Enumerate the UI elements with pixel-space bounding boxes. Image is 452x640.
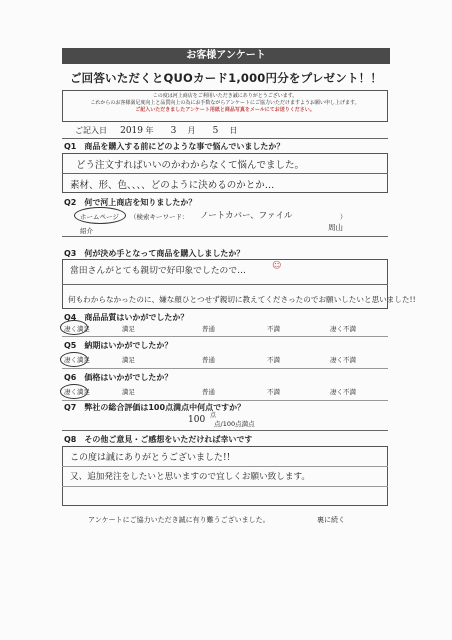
q7-suffix: 点/100点満点 — [214, 420, 255, 428]
q2-search-label: （検索キーワード： — [130, 213, 189, 221]
survey-title: お客様アンケート — [62, 48, 390, 64]
date-year: 2019 — [120, 126, 143, 136]
rating-option: 凄く満足 — [64, 356, 90, 364]
rating-option: 凄く満足 — [64, 325, 90, 333]
date-month: 3 — [170, 126, 177, 136]
q6-label: Q6 価格はいかがでしたか？ — [64, 373, 173, 382]
q8-label: Q8 その他ご意見・ご感想をいただければ幸いです — [64, 435, 253, 444]
divider — [62, 368, 388, 369]
q8-answer-line-1: この度は誠にありがとうございました!! — [70, 453, 231, 463]
q2-option-homepage: ホームページ — [80, 213, 119, 221]
q4-selection-circle — [60, 320, 88, 335]
footer-continue: 裏に続く — [317, 516, 345, 524]
rating-option: 不満 — [267, 325, 280, 333]
rating-option: 普通 — [202, 388, 215, 396]
date-day: 5 — [212, 126, 219, 136]
q5-selection-circle — [60, 352, 88, 367]
q1-label: Q1 商品を購入する前にどのような事で悩んでいましたか？ — [64, 142, 285, 151]
rating-option: 凄く不満 — [330, 388, 356, 396]
q2-search-close: ） — [340, 213, 347, 221]
q2-option-referral: 紹介 — [80, 227, 93, 235]
divider — [62, 236, 388, 237]
notice-box — [62, 90, 388, 122]
rating-option: 普通 — [202, 325, 215, 333]
date-year-unit: 年 — [145, 126, 154, 135]
promo-headline: ご回答いただくとQUOカード1,000円分をプレゼント！！ — [69, 71, 383, 85]
notice-line-1: この度は河上商店をご利用いただき誠にありがとうございます。 — [152, 93, 298, 99]
q8-answer-line-2: 又、追加発注をしたいと思いますので宜しくお願い致します。 — [70, 472, 310, 482]
divider — [62, 400, 388, 401]
q3-rule — [62, 284, 388, 285]
q8-rule — [62, 466, 388, 467]
date-month-unit: 月 — [187, 126, 196, 135]
date-label: ご記入日 — [75, 126, 107, 135]
q1-answer-line-1: どう注文すればいいのかわからなくて悩んでました。 — [76, 160, 305, 171]
q1-rule — [62, 173, 388, 174]
q1-answer-line-2: 素材、形、色、、、、どのように決めるのかとか… — [70, 180, 275, 191]
q4-label: Q4 商品品質はいかがでしたか？ — [64, 313, 189, 322]
rating-option: 不満 — [267, 388, 280, 396]
rating-option: 凄く不満 — [330, 325, 356, 333]
rating-option: 満足 — [122, 356, 135, 364]
date-day-unit: 日 — [229, 126, 238, 135]
q6-selection-circle — [60, 384, 88, 399]
q7-handwritten-note: 点 — [210, 412, 217, 419]
divider — [62, 138, 388, 139]
q2-label: Q2 何で河上商店を知りましたか？ — [64, 198, 197, 207]
q2-keyword: ノートカバー、ファイル — [200, 211, 293, 221]
q5-rating-row — [62, 354, 388, 366]
q8-rule — [62, 486, 388, 487]
rating-option: 凄く不満 — [330, 356, 356, 364]
rating-option: 満足 — [122, 325, 135, 333]
q7-score: 100 — [188, 415, 206, 425]
date-row — [75, 125, 237, 136]
q2-selection-circle — [74, 207, 126, 224]
q6-rating-row — [62, 386, 388, 398]
q2-handwritten-note: 周山 — [328, 223, 343, 232]
q5-label: Q5 納期はいかがでしたか？ — [64, 341, 173, 350]
q3-answer-line-2: 何もわからなかったのに、嫌な顔ひとつせず親切に教えてくださったのでお願いしたいと思いました!! — [68, 295, 416, 304]
rating-option: 不満 — [267, 356, 280, 364]
notice-line-2: これからのお客様満足度向上と品質向上の為にお手数ながらアンケートにご協力いただけますようお願い申し上げます。 — [90, 100, 360, 106]
q3-label: Q3 何が決め手となって商品を購入しましたか？ — [64, 249, 245, 258]
rating-option: 凄く満足 — [64, 388, 90, 396]
divider — [62, 430, 388, 431]
divider — [62, 336, 388, 337]
q7-label: Q7 弊社の総合評価は100点満点中何点ですか？ — [64, 403, 246, 412]
q4-rating-row — [62, 323, 388, 335]
rating-option: 普通 — [202, 356, 215, 364]
q3-answer-line-1: 當田さんがとても親切で好印象でしたので… — [70, 266, 246, 276]
smiley-doodle: ☺ — [272, 261, 282, 271]
footer-thanks: アンケートにご協力いただき誠に有り難うございました。 — [88, 516, 270, 524]
rating-option: 満足 — [122, 388, 135, 396]
notice-line-3: ご記入いただきましたアンケート用紙と商品写真をメールにてお送りください。 — [135, 107, 315, 113]
